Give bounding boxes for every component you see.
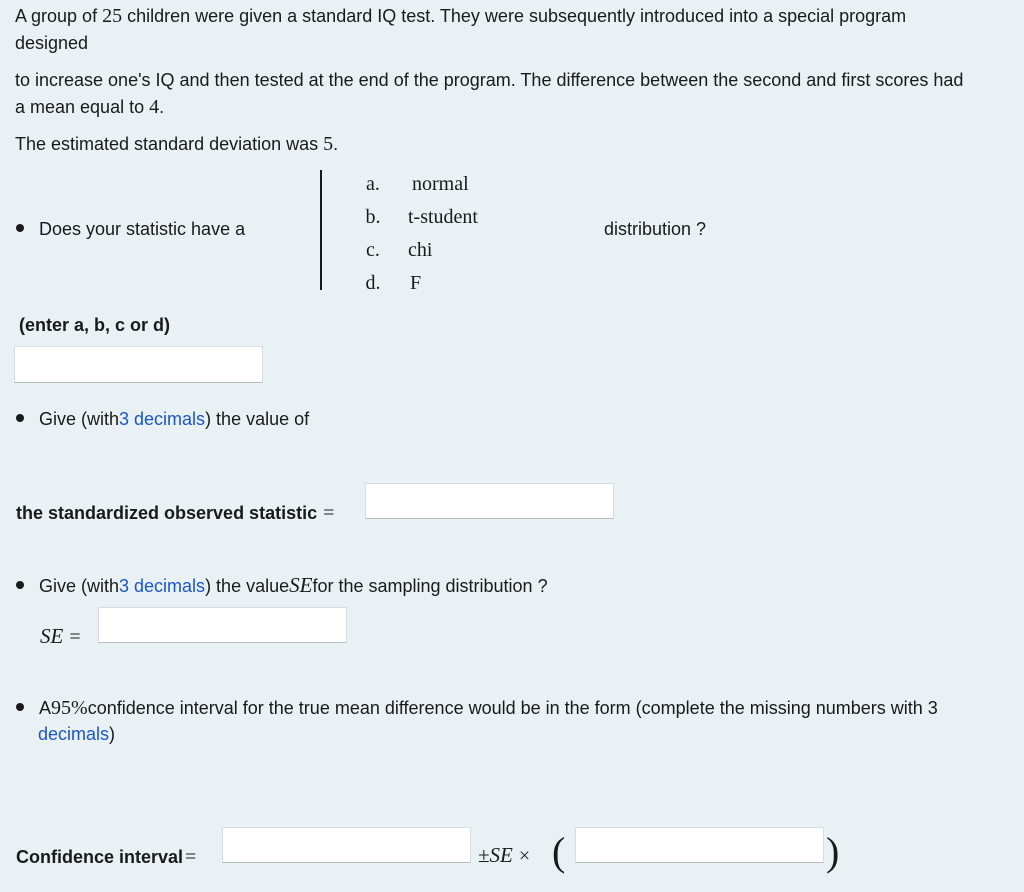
- q2-label: the standardized observed statistic: [16, 503, 318, 523]
- q4-prompt-line-2: [38, 724, 115, 745]
- q2-label-row: [16, 502, 334, 525]
- q1-answer-input[interactable]: [14, 346, 263, 383]
- std-dev-value: 5: [323, 133, 334, 155]
- q2-answer-input[interactable]: [365, 483, 614, 519]
- choice-text: normal: [412, 173, 469, 195]
- equals-sign: =: [323, 502, 335, 524]
- bullet-icon: [16, 224, 24, 232]
- children-count: 25: [102, 5, 123, 27]
- problem-line-2: designed: [15, 33, 89, 53]
- choice-letter: a.: [366, 173, 380, 195]
- q2-prompt: [16, 409, 309, 430]
- close-paren: ): [826, 829, 840, 874]
- choices-bracket: [320, 170, 322, 290]
- mean-value: 4: [149, 96, 160, 118]
- choice-b: [358, 201, 478, 234]
- problem-text: .: [333, 134, 339, 154]
- ci-se-expression: [478, 843, 530, 868]
- bullet-icon: [16, 581, 24, 589]
- q4-prompt: [16, 697, 938, 720]
- bullet-icon: [16, 414, 24, 422]
- problem-text: a mean equal to: [15, 97, 150, 117]
- problem-text: children were given a standard IQ test. They were subsequently introduced into a special program: [122, 6, 907, 26]
- times-sign: ×: [518, 845, 531, 867]
- q4-text: confidence interval for the true mean difference would be in the form (complete the missing numbers with 3: [87, 698, 938, 718]
- choice-letter: c.: [366, 239, 380, 261]
- problem-text: The estimated standard deviation was: [15, 134, 324, 154]
- plus-minus-se: ±SE: [478, 843, 513, 867]
- decimals-link[interactable]: 3 decimals: [119, 409, 206, 429]
- ci-label: Confidence interval: [16, 847, 184, 867]
- ci-label-row: [16, 846, 196, 869]
- choice-text: chi: [408, 239, 433, 261]
- choice-list: [358, 168, 478, 300]
- choice-d: [358, 267, 478, 300]
- problem-text: .: [159, 97, 165, 117]
- open-paren: (: [552, 829, 566, 874]
- q3-prompt: [16, 573, 548, 598]
- q4-text: A: [39, 698, 52, 718]
- choice-c: [358, 234, 478, 267]
- q4-text: ): [109, 724, 116, 744]
- q1-instruction: (enter a, b, c or d): [19, 315, 171, 335]
- q2-text: Give (with: [39, 409, 120, 429]
- choice-a: [358, 168, 478, 201]
- equals-sign: =: [185, 846, 197, 868]
- q3-text: ) the value: [205, 576, 290, 596]
- choice-letter: b.: [365, 206, 381, 228]
- bullet-icon: [16, 703, 24, 711]
- choice-letter: d.: [365, 272, 381, 294]
- problem-line-4: [15, 94, 164, 121]
- se-symbol: SE: [289, 573, 313, 597]
- problem-line-5: [15, 131, 338, 158]
- decimals-link[interactable]: decimals: [38, 724, 110, 744]
- q3-text: for the sampling distribution ?: [312, 576, 548, 596]
- q1-prefix: Does your statistic have a: [39, 219, 246, 239]
- q2-text: ) the value of: [205, 409, 310, 429]
- ci-center-input[interactable]: [222, 827, 471, 863]
- problem-line-1: [15, 3, 906, 30]
- decimals-link[interactable]: 3 decimals: [119, 576, 206, 596]
- problem-text: A group of: [15, 6, 103, 26]
- equals-sign: =: [69, 626, 81, 648]
- problem-line-3: to increase one's IQ and then tested at the end of the program. The difference between the second and first scores had: [15, 70, 964, 90]
- se-label: SE: [40, 624, 64, 648]
- choice-text: t-student: [408, 206, 478, 228]
- ci-multiplier-input[interactable]: [575, 827, 824, 863]
- q1-prompt: [16, 219, 245, 240]
- confidence-level: 95%: [51, 697, 88, 719]
- se-label-row: [40, 624, 81, 649]
- se-answer-input[interactable]: [98, 607, 347, 643]
- q3-text: Give (with: [39, 576, 120, 596]
- choice-text: F: [410, 272, 422, 294]
- q1-suffix: distribution ?: [604, 219, 707, 239]
